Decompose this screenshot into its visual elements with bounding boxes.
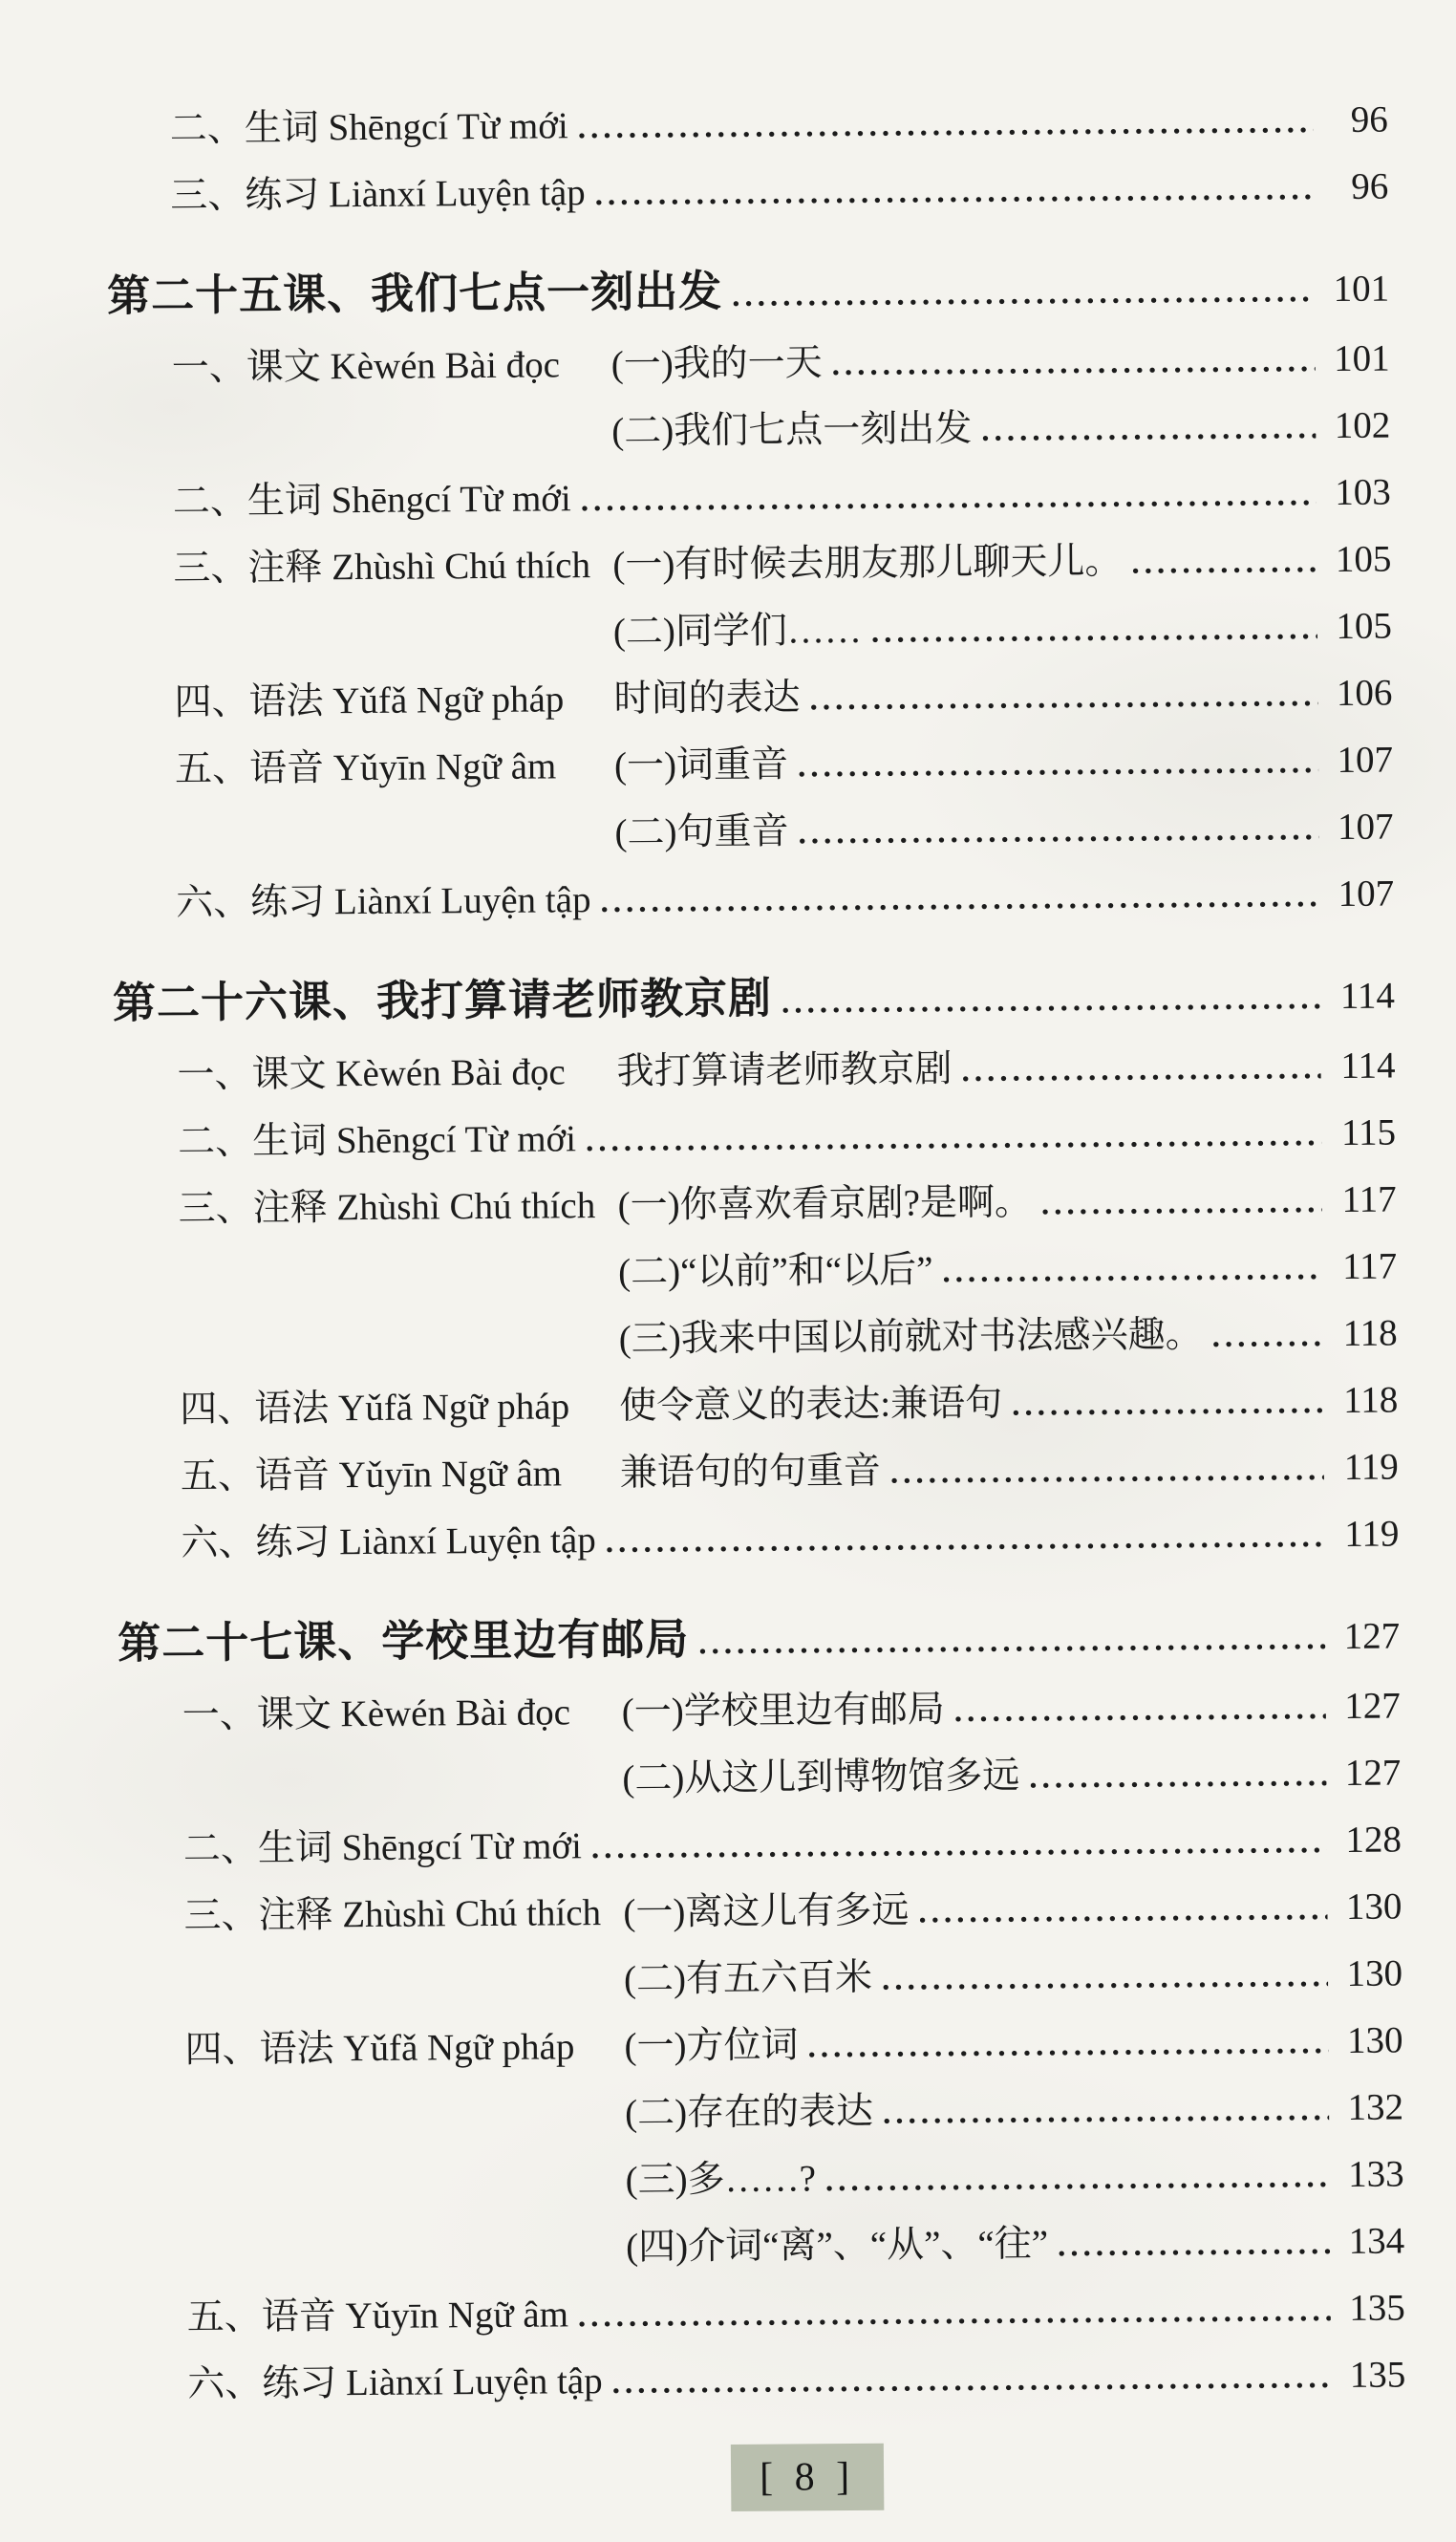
- toc-row: [113, 2007, 1403, 2084]
- dot-leader: [822, 328, 1316, 399]
- page-number: 117: [1341, 1178, 1397, 1220]
- toc-row: [105, 955, 1396, 1044]
- lesson-heading: 第二十六课、我打算请老师教京剧: [112, 974, 773, 1028]
- entry-title: (二)同学们……: [612, 609, 863, 653]
- entry-title: (四)介词“离”、“从”、“往”: [626, 2223, 1049, 2268]
- entry-title: (二)有五六百米: [623, 1956, 873, 2000]
- section-label: [184, 1992, 624, 1995]
- page-number: 101: [1333, 268, 1390, 310]
- section-label: 五、语音 Yǔyīn Ngữ âm: [174, 745, 557, 790]
- toc-row: [105, 1033, 1396, 1110]
- section-label: 四、语法 Yǔfǎ Ngữ pháp: [180, 1386, 570, 1431]
- toc-row: [101, 527, 1392, 604]
- toc-row: [103, 794, 1394, 872]
- page-number: 96: [1351, 165, 1389, 207]
- section-label: 三、练习 Liànxí Luyện tập: [170, 172, 586, 217]
- toc-row: [109, 1501, 1400, 1579]
- dot-leader: [590, 863, 1319, 936]
- entry-title: (一)我的一天: [610, 342, 823, 385]
- dot-leader: [873, 2077, 1330, 2147]
- lesson-heading: 第二十五课、我们七点一刻出发: [106, 268, 723, 321]
- toc-row: [101, 460, 1392, 537]
- page-number: 135: [1349, 2354, 1406, 2396]
- section-label: [186, 2259, 626, 2263]
- toc-row: [112, 1873, 1402, 1950]
- dot-leader: [932, 1236, 1322, 1305]
- section-label: 三、注释 Zhùshì Chú thích: [178, 1185, 596, 1230]
- entry-title: (三)我来中国以前就对书法感兴趣。: [618, 1314, 1203, 1360]
- toc-row: [102, 660, 1393, 738]
- section-label: 六、练习 Liànxí Luyện tập: [175, 879, 591, 924]
- page-number: 119: [1344, 1513, 1400, 1555]
- toc-row: [112, 1806, 1402, 1884]
- dot-leader: [788, 796, 1319, 867]
- dot-leader: [816, 2143, 1330, 2214]
- page-number: 118: [1343, 1379, 1399, 1421]
- entry-title: (一)离这儿有多远: [623, 1889, 910, 1933]
- dot-leader: [909, 1876, 1328, 1946]
- toc-row: [116, 2274, 1406, 2352]
- page-footer: [117, 2439, 1407, 2516]
- page-number: 101: [1334, 337, 1390, 379]
- entry-title: (一)学校里边有邮局: [621, 1689, 945, 1733]
- toc-row: [99, 248, 1390, 336]
- page-number: 107: [1337, 739, 1394, 781]
- page-number: 130: [1346, 1952, 1403, 1994]
- section-label: [185, 2125, 625, 2129]
- dot-leader: [945, 1675, 1327, 1745]
- entry-title: 使令意义的表达:兼语句: [619, 1382, 1003, 1427]
- dot-leader: [567, 89, 1314, 162]
- toc-row: [102, 593, 1393, 671]
- entry-title: 我打算请老师教京剧: [616, 1048, 953, 1092]
- dot-leader: [862, 595, 1318, 666]
- entry-title: (二)从这儿到博物馆多远: [622, 1755, 1020, 1799]
- toc-row: [98, 87, 1389, 164]
- entry-title: (二)句重音: [614, 810, 789, 853]
- dot-leader: [1002, 1369, 1324, 1439]
- toc-row: [107, 1301, 1398, 1378]
- page-number: 114: [1340, 1045, 1396, 1087]
- page-number: 107: [1338, 872, 1395, 915]
- dot-leader: [952, 1035, 1321, 1105]
- section-label: [176, 845, 615, 849]
- entry-title: (一)你喜欢看京剧?是啊。: [617, 1181, 1033, 1226]
- dot-leader: [1019, 1742, 1327, 1812]
- page-number: 107: [1337, 806, 1394, 848]
- page-number: 133: [1347, 2153, 1404, 2195]
- dot-leader: [800, 662, 1318, 733]
- toc-row: [99, 326, 1390, 403]
- toc-row: [100, 393, 1391, 470]
- section-label: 五、语音 Yǔyīn Ngữ âm: [180, 1453, 563, 1497]
- entry-title: (一)词重音: [613, 743, 789, 786]
- section-label: 六、练习 Liànxí Luyện tập: [187, 2360, 603, 2405]
- dot-leader: [571, 462, 1317, 534]
- dot-leader: [689, 1600, 1326, 1683]
- section-label: 二、生词 Shēngcí Từ mới: [177, 1118, 577, 1163]
- dot-leader: [576, 1102, 1322, 1174]
- page-number: 119: [1343, 1446, 1399, 1488]
- toc-row: [106, 1100, 1397, 1177]
- page-number: 114: [1339, 975, 1396, 1017]
- dot-leader: [872, 1943, 1329, 2014]
- dot-leader: [881, 1436, 1325, 1507]
- page-number: 130: [1346, 2019, 1403, 2061]
- entry-title: (一)方位词: [624, 2024, 799, 2067]
- dot-leader: [595, 1503, 1324, 1576]
- toc-row: [108, 1368, 1399, 1445]
- toc-row: [114, 2141, 1404, 2218]
- page-number: 117: [1341, 1245, 1398, 1287]
- section-label: [182, 1791, 622, 1795]
- page-number: 134: [1348, 2220, 1405, 2262]
- entry-title: (二)“以前”和“以后”: [618, 1249, 933, 1293]
- section-label: 二、生词 Shēngcí Từ mới: [169, 105, 568, 150]
- toc-row: [110, 1594, 1401, 1683]
- page-number-badge: [731, 2444, 885, 2511]
- section-label: 二、生词 Shēngcí Từ mới: [172, 478, 571, 523]
- toc-row: [109, 1434, 1400, 1512]
- page-number: 127: [1344, 1752, 1402, 1794]
- page-number: 132: [1347, 2086, 1404, 2128]
- page-number: 102: [1334, 404, 1391, 446]
- entry-title: (三)多……?: [625, 2158, 817, 2201]
- section-label: 一、课文 Kèwén Bài đọc: [171, 344, 561, 389]
- page-number: 130: [1345, 1885, 1402, 1928]
- dot-leader: [972, 395, 1317, 464]
- page-number: 127: [1343, 1615, 1401, 1657]
- toc-row: [111, 1739, 1402, 1817]
- dot-leader: [1202, 1303, 1323, 1370]
- dot-leader: [602, 2344, 1331, 2417]
- toc-row: [114, 2074, 1404, 2151]
- toc-row: [113, 1940, 1403, 2017]
- toc-row: [103, 727, 1394, 805]
- section-label: 六、练习 Liànxí Luyện tập: [181, 1519, 596, 1564]
- section-label: [174, 644, 613, 648]
- toc-row: [111, 1672, 1402, 1750]
- section-label: 五、语音 Yǔyīn Ngữ âm: [186, 2294, 569, 2338]
- dot-leader: [585, 156, 1314, 228]
- page-number: 106: [1336, 672, 1393, 714]
- dot-leader: [722, 252, 1316, 335]
- page-number: 105: [1335, 538, 1392, 580]
- section-label: [180, 1351, 619, 1355]
- dot-leader: [1032, 1169, 1322, 1238]
- dot-leader: [1048, 2210, 1331, 2279]
- section-label: [172, 443, 611, 447]
- dot-leader: [772, 959, 1321, 1043]
- toc-list: [98, 87, 1406, 2420]
- page-number: 103: [1335, 471, 1391, 513]
- toc-row: [115, 2208, 1405, 2285]
- page-number: 115: [1340, 1111, 1397, 1153]
- dot-leader: [798, 2010, 1329, 2080]
- section-label: 一、课文 Kèwén Bài đọc: [182, 1691, 571, 1736]
- page-number: 96: [1350, 98, 1388, 140]
- section-label: [179, 1284, 618, 1288]
- dot-leader: [582, 1809, 1328, 1882]
- entry-title: (二)我们七点一刻出发: [611, 407, 973, 452]
- dot-leader: [568, 2277, 1331, 2350]
- page-number: 127: [1344, 1685, 1401, 1727]
- section-label: 四、语法 Yǔfǎ Ngữ pháp: [184, 2026, 575, 2071]
- page-number: 105: [1336, 605, 1393, 647]
- entry-title: (二)存在的表达: [624, 2090, 874, 2134]
- section-label: 三、注释 Zhùshì Chú thích: [183, 1892, 602, 1937]
- footer-page-label: [ 8 ]: [759, 2455, 856, 2500]
- dot-leader: [788, 729, 1319, 800]
- section-label: 二、生词 Shēngcí Từ mới: [182, 1825, 583, 1870]
- entry-title: 兼语句的句重音: [619, 1450, 882, 1494]
- toc-row: [98, 154, 1389, 231]
- page-number: 128: [1345, 1819, 1402, 1861]
- section-label: 三、注释 Zhùshì Chú thích: [173, 545, 591, 590]
- section-label: 四、语法 Yǔfǎ Ngữ pháp: [174, 679, 565, 723]
- page-number: 135: [1349, 2287, 1405, 2329]
- lesson-heading: 第二十七课、学校里边有邮局: [118, 1615, 690, 1669]
- toc-row: [116, 2341, 1406, 2419]
- dot-leader: [1122, 528, 1317, 597]
- page-number: 118: [1342, 1312, 1398, 1354]
- toc-row: [106, 1167, 1397, 1244]
- section-label: 一、课文 Kèwén Bài đọc: [177, 1051, 566, 1096]
- section-label: [186, 2192, 626, 2196]
- toc-row: [104, 861, 1395, 938]
- toc-row: [107, 1234, 1398, 1311]
- entry-title: (一)有时候去朋友那儿聊天儿。: [612, 540, 1123, 586]
- entry-title: 时间的表达: [613, 677, 801, 720]
